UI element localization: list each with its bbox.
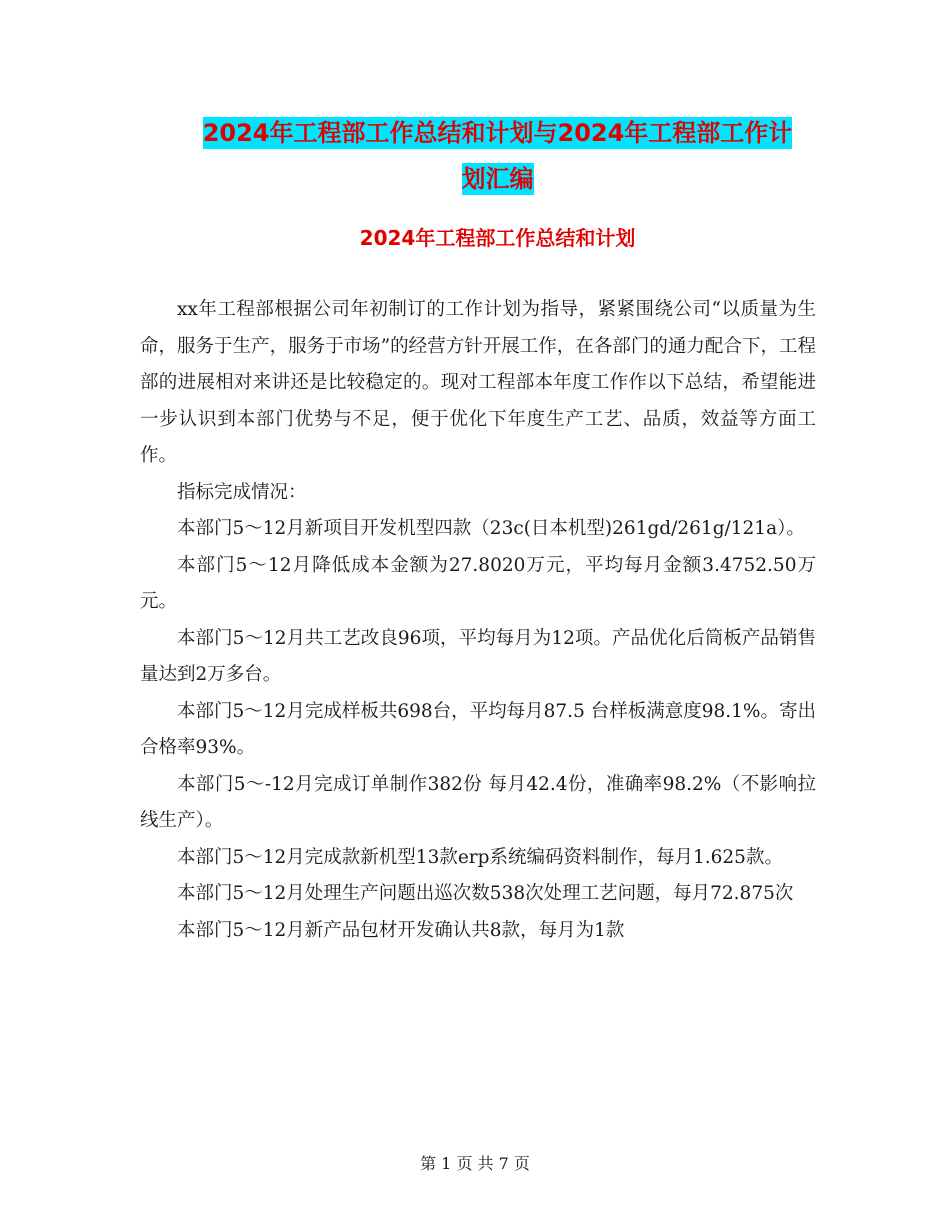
document-title-line-2: 划汇编: [461, 165, 534, 193]
document-body: [140, 292, 816, 949]
paragraph-orders: 本部门5～-12月完成订单制作382份 每月42.4份，准确率98.2%（不影响拉线生产）。: [140, 773, 816, 831]
section-title: 2024年工程部工作总结和计划: [359, 226, 636, 250]
paragraph-cost-reduction: 本部门5～12月降低成本金额为27.8020万元，平均每月金额3.4752.50万元。: [140, 554, 816, 612]
page-footer: 第 1 页 共 7 页: [420, 1154, 530, 1173]
paragraph-intro: xx年工程部根据公司年初制订的工作计划为指导，紧紧围绕公司“以质量为生命，服务于生产，服务于市场”的经营方针开展工作，在各部门的通力配合下，工程部的进展相对来讲还是比较稳定的。现对工程部本年度工作作以下总结，希望能进一步认识到本部门优势与不足，便于优化下年度生产工艺、品质，效益等方面工作。: [140, 299, 816, 466]
paragraph-production-issues: 本部门5～12月处理生产问题出巡次数538次处理工艺问题，每月72.875次: [177, 883, 794, 904]
document-title-line-1: 2024年工程部工作总结和计划与2024年工程部工作计: [202, 119, 793, 147]
paragraph-indicator-heading: 指标完成情况：: [177, 481, 307, 503]
paragraph-process-improvement: 本部门5～12月共工艺改良96项，平均每月为12项。产品优化后筒板产品销售量达到2万多台。: [140, 627, 816, 685]
paragraph-erp-coding: 本部门5～12月完成款新机型13款erp系统编码资料制作，每月1.625款。: [177, 846, 783, 868]
document-title: [140, 110, 855, 202]
paragraph-samples: 本部门5～12月完成样板共698台，平均每月87.5 台样板满意度98.1%。寄出合格率93%。: [140, 700, 816, 758]
paragraph-new-projects: 本部门5～12月新项目开发机型四款（23c(日本机型)261gd/261g/121a）。: [177, 518, 805, 539]
paragraph-packaging: 本部门5～12月新产品包材开发确认共8款，每月为1款: [177, 919, 625, 941]
